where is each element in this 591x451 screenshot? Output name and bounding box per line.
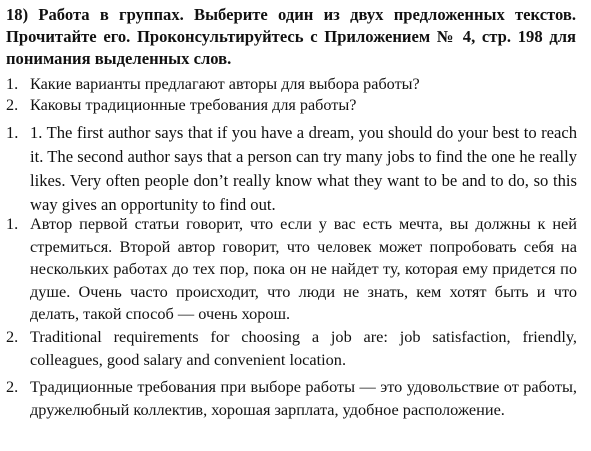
task-heading: 18) Работа в группах. Выберите один из двух предложенных текстов. Прочитайте его. Проконсультируйтесь с Приложением № 4, стр. 198 для понимания выделенных слов. <box>6 5 576 68</box>
question-number: 2. <box>6 96 19 114</box>
answer-text: Автор первой статьи говорит, что если у вас есть мечта, вы должны к ней стремиться. Второй автор говорит, что человек может попробовать себя на нескольких работах до тех пор, пока он не найдет ту, которая ему придется по душе. Очень часто происходит, что люди не знать, кем хотят быть и что делать, такой способ — очень хорош. <box>30 214 577 323</box>
answer-item <box>6 376 577 421</box>
question-text: Какие варианты предлагают авторы для выбора работы? <box>30 75 420 93</box>
answer-text: 1. The first author says that if you have a dream, you should do your best to reach it. The second author says that a person can try many jobs to find the one he really likes. Very often people don’t really know what they want to be and to do, so this way gives an opportunity to find out. <box>30 123 577 214</box>
question-text: Каковы традиционные требования для работы? <box>30 96 357 114</box>
answer-number: 2. <box>6 327 19 346</box>
question-number: 1. <box>6 75 19 93</box>
answer-text: Традиционные требования при выборе работы — это удовольствие от работы, дружелюбный коллектив, хорошая зарплата, удобное расположение. <box>30 377 577 419</box>
question-item <box>6 95 356 116</box>
answer-item <box>6 121 577 217</box>
question-item <box>6 74 420 95</box>
answer-number: 1. <box>6 214 19 233</box>
answer-item <box>6 326 577 371</box>
answer-item <box>6 213 577 326</box>
answer-text: Traditional requirements for choosing a job are: job satisfaction, friendly, colleagues, good salary and convenient location. <box>30 327 577 369</box>
answer-number: 1. <box>6 123 19 142</box>
answer-number: 2. <box>6 377 19 396</box>
